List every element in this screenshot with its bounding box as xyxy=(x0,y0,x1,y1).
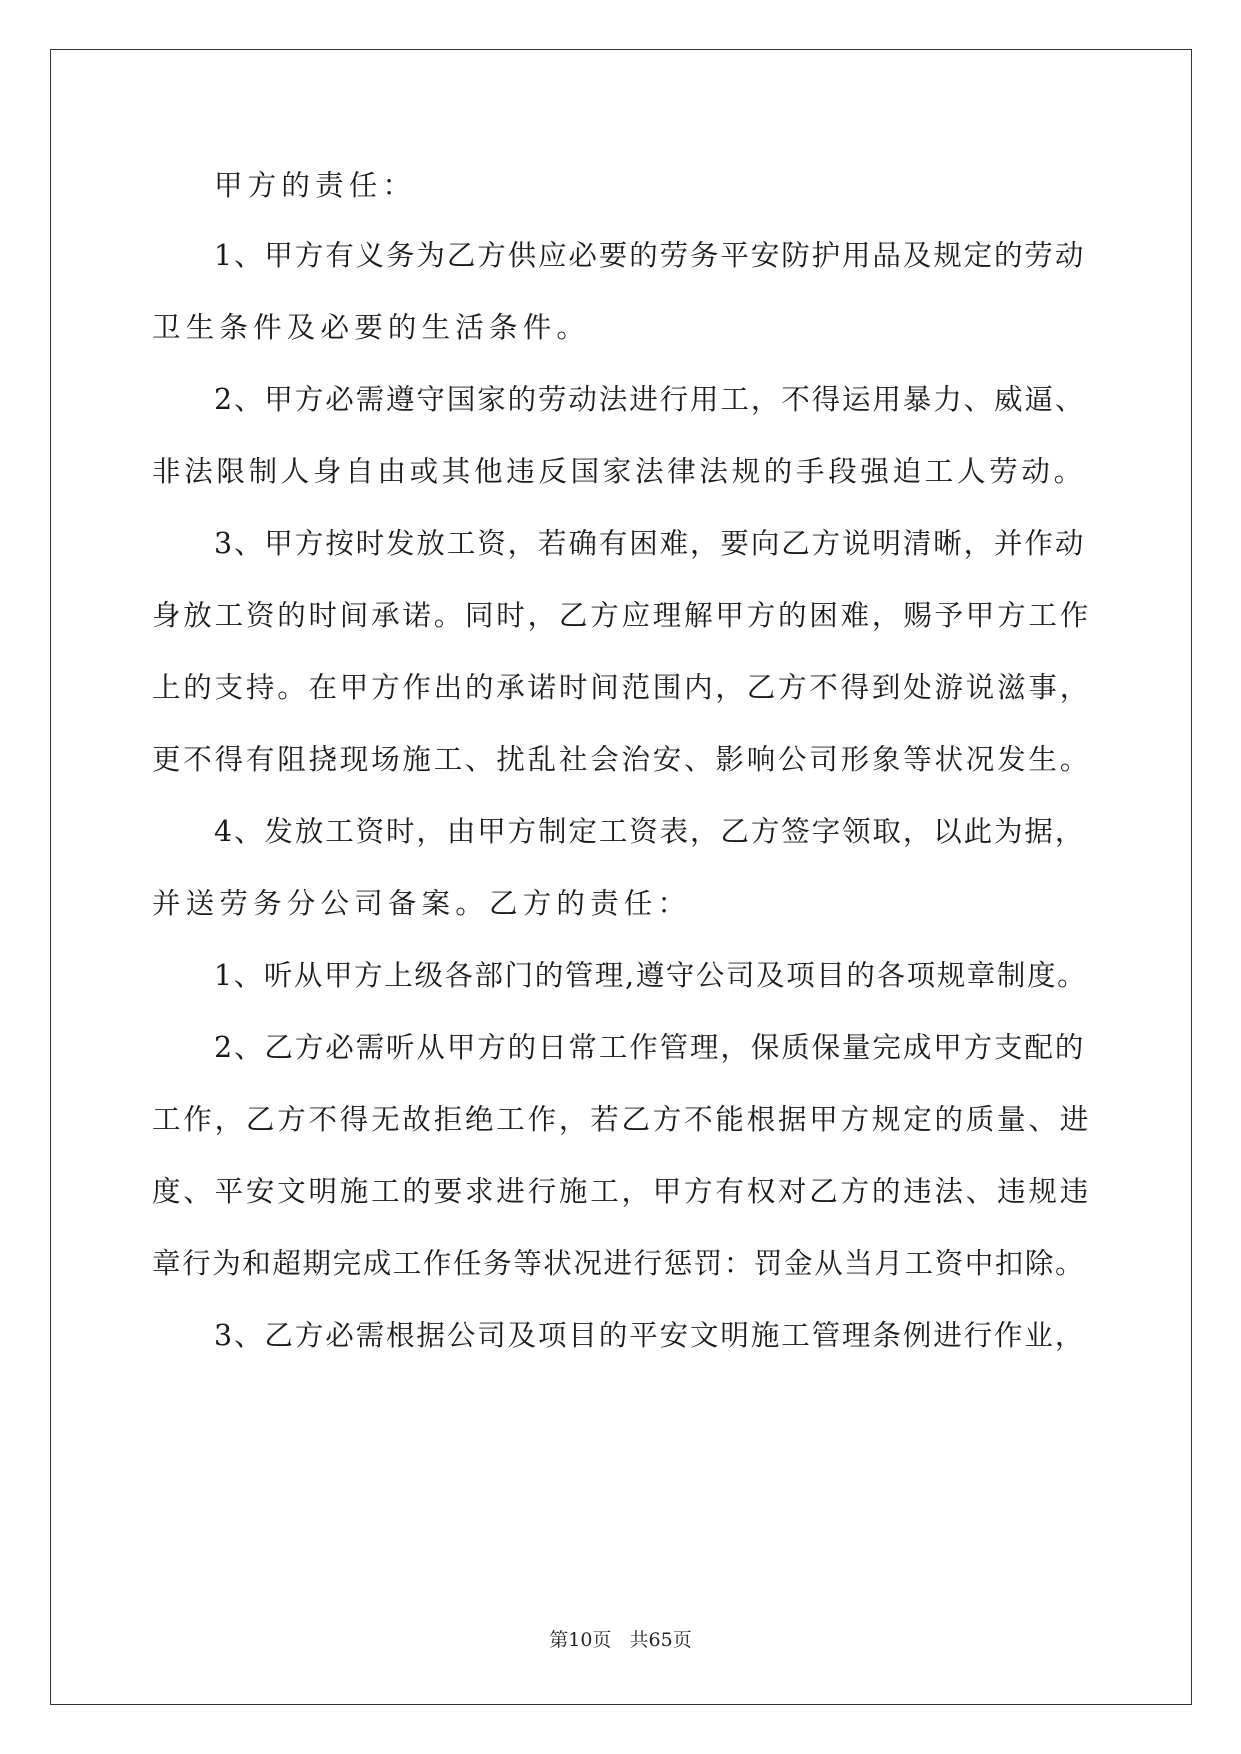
paragraph-line: 工作，乙方不得无故拒绝工作，若乙方不能根据甲方规定的质量、进 xyxy=(152,1103,1092,1136)
paragraph-line: 卫生条件及必要的生活条件。 xyxy=(152,311,591,344)
paragraph-line: 2、甲方必需遵守国家的劳动法进行用工，不得运用暴力、威逼、 xyxy=(214,383,1086,416)
paragraph-line: 上的支持。在甲方作出的承诺时间范围内，乙方不得到处游说滋事， xyxy=(152,671,1092,704)
paragraph-line: 1、听从甲方上级各部门的管理,遵守公司及项目的各项规章制度。 xyxy=(214,959,1088,992)
paragraph-line: 度、平安文明施工的要求进行施工，甲方有权对乙方的违法、违规违 xyxy=(152,1175,1092,1208)
paragraph-line: 4、发放工资时，由甲方制定工资表，乙方签字领取，以此为据， xyxy=(214,815,1086,848)
page-number-text: 第10页 共65页 xyxy=(549,1629,692,1651)
paragraph-line: 3、乙方必需根据公司及项目的平安文明施工管理条例进行作业， xyxy=(214,1319,1086,1352)
page-number-footer xyxy=(0,1628,1241,1652)
paragraph-line: 更不得有阻挠现场施工、扰乱社会治安、影响公司形象等状况发生。 xyxy=(152,743,1092,776)
paragraph-line: 1、甲方有义务为乙方供应必要的劳务平安防护用品及规定的劳动 xyxy=(214,239,1086,272)
page-border xyxy=(50,49,1192,1705)
paragraph-line: 章行为和超期完成工作任务等状况进行惩罚：罚金从当月工资中扣除。 xyxy=(152,1247,1086,1280)
section-heading-party-a: 甲方的责任： xyxy=(214,169,417,202)
paragraph-line: 2、乙方必需听从甲方的日常工作管理，保质保量完成甲方支配的 xyxy=(214,1031,1086,1064)
paragraph-line: 并送劳务分公司备案。乙方的责任： xyxy=(152,887,692,920)
paragraph-line: 3、甲方按时发放工资，若确有困难，要向乙方说明清晰，并作动 xyxy=(214,527,1086,560)
paragraph-line: 非法限制人身自由或其他违反国家法律法规的手段强迫工人劳动。 xyxy=(152,455,1086,488)
paragraph-line: 身放工资的时间承诺。同时，乙方应理解甲方的困难，赐予甲方工作 xyxy=(152,599,1092,632)
